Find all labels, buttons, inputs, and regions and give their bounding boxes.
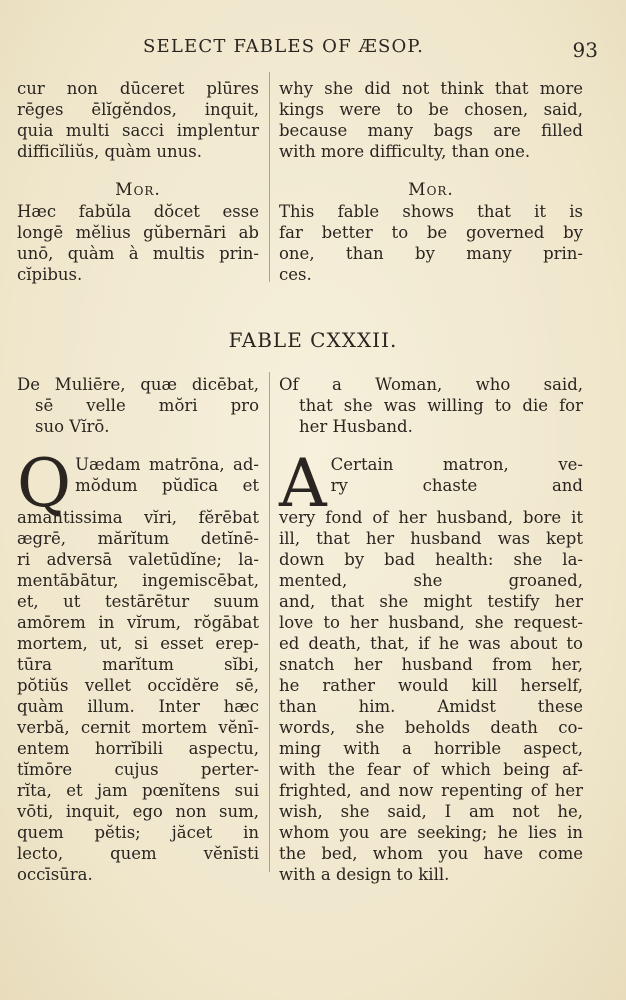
text-line: occīsūra. xyxy=(17,865,93,884)
text-line: whom you are seeking; he lies in xyxy=(279,823,583,842)
text-line: ægrē, mărĭtum detĭnē- xyxy=(17,529,259,548)
drop-cap: Q xyxy=(17,445,72,522)
english-fable-body xyxy=(279,445,583,885)
running-title: SELECT FABLES OF ÆSOP. xyxy=(143,36,425,57)
text-line: lecto, quem vĕnīsti xyxy=(17,844,259,863)
text-line: quem pĕtis; jăcet in xyxy=(17,823,259,842)
text-line: ed death, that, if he was about to xyxy=(279,634,583,653)
text-line: that she was willing to die for xyxy=(299,396,583,415)
text-line: unō, quàm à multis prin- xyxy=(17,244,259,263)
text-line: with more difficulty, than one. xyxy=(279,142,531,161)
text-line: amantissima vĭri, fĕrēbat xyxy=(17,508,259,527)
text-line: mented, she groaned, xyxy=(279,571,583,590)
text-line: and, that she might testify her xyxy=(279,592,583,611)
text-line: quia multi sacci implentur xyxy=(17,121,259,140)
text-line: ming with a horrible aspect, xyxy=(279,739,583,758)
text-line: ri adversā valetūdĭne; la- xyxy=(17,550,259,569)
text-line: wish, she said, I am not he, xyxy=(279,802,583,821)
text-line: suo Vĭrō. xyxy=(35,417,110,436)
page-header xyxy=(18,36,608,62)
text-line: rĭta, et jam pœnĭtens sui xyxy=(17,781,259,800)
text-line: cĭpibus. xyxy=(17,265,83,284)
latin-fable-title xyxy=(17,374,259,437)
text-line: tūra marĭtum sĭbi, xyxy=(17,655,259,674)
text-line: mŏdum pŭdīca et xyxy=(75,476,259,495)
text-line: mentābātur, ingemiscēbat, xyxy=(17,571,259,590)
text-line: verbă, cernit mortem vĕnī- xyxy=(17,718,259,737)
text-line: rēges ēlĭgĕndos, inquit, xyxy=(17,100,259,119)
text-line: far better to be governed by xyxy=(279,223,583,242)
text-line: Hæc fabŭla dŏcet esse xyxy=(17,202,259,221)
moral-label: Mor. xyxy=(115,180,161,200)
column-divider-bottom xyxy=(269,372,270,872)
text-line: longē mĕlius gŭbernāri ab xyxy=(17,223,259,242)
text-line: Of a Woman, who said, xyxy=(279,375,583,394)
text-line: et, ut testārētur suum xyxy=(17,592,259,611)
text-line: pŏtiŭs vellet occĭdĕre sē, xyxy=(17,676,259,695)
text-line: mortem, ut, si esset erep- xyxy=(17,634,259,653)
latin-moral xyxy=(17,180,259,285)
text-line: one, than by many prin- xyxy=(279,244,583,263)
text-line: words, she beholds death co- xyxy=(279,718,583,737)
drop-cap: A xyxy=(279,445,327,522)
text-line: De Muliēre, quæ dicēbat, xyxy=(17,375,259,394)
text-line: love to her husband, she request- xyxy=(279,613,583,632)
text-line: This fable shows that it is xyxy=(279,202,583,221)
column-divider-top xyxy=(269,72,270,282)
text-line: cur non dūceret plūres xyxy=(17,79,259,98)
text-line: her Husband. xyxy=(299,417,413,436)
text-line: difficĭliŭs, quàm unus. xyxy=(17,142,203,161)
text-line: ry chaste and xyxy=(330,476,583,495)
text-line: snatch her husband from her, xyxy=(279,655,583,674)
text-line: Certain matron, ve- xyxy=(330,455,583,474)
text-line: tĭmōre cujus perter- xyxy=(17,760,259,779)
text-line: down by bad health: she la- xyxy=(279,550,583,569)
english-text-top xyxy=(279,78,583,162)
text-line: kings were to be chosen, said, xyxy=(279,100,583,119)
text-line: why she did not think that more xyxy=(279,79,583,98)
text-line: sē velle mŏri pro xyxy=(35,396,259,415)
latin-text-top xyxy=(17,78,259,162)
text-line: than him. Amidst these xyxy=(279,697,583,716)
text-line: ces. xyxy=(279,265,312,284)
text-line: because many bags are filled xyxy=(279,121,583,140)
text-line: vōti, inquit, ego non sum, xyxy=(17,802,259,821)
page-number: 93 xyxy=(572,38,598,62)
latin-fable-body xyxy=(17,445,259,885)
text-line: with a design to kill. xyxy=(279,865,450,884)
text-line: he rather would kill herself, xyxy=(279,676,583,695)
english-moral xyxy=(279,180,583,285)
text-line: the bed, whom you have come xyxy=(279,844,583,863)
text-line: ill, that her husband was kept xyxy=(279,529,583,548)
english-fable-title xyxy=(279,374,583,437)
text-line: with the fear of which being af- xyxy=(279,760,583,779)
text-line: entem horrĭbili aspectu, xyxy=(17,739,259,758)
moral-label: Mor. xyxy=(408,180,454,200)
text-line: quàm illum. Inter hæc xyxy=(17,697,259,716)
text-line: amōrem in vĭrum, rŏgābat xyxy=(17,613,259,632)
text-line: Uædam matrōna, ad- xyxy=(75,455,259,474)
text-line: very fond of her husband, bore it xyxy=(279,508,583,527)
fable-heading: FABLE CXXXII. xyxy=(228,328,398,352)
text-line: frighted, and now repenting of her xyxy=(279,781,583,800)
